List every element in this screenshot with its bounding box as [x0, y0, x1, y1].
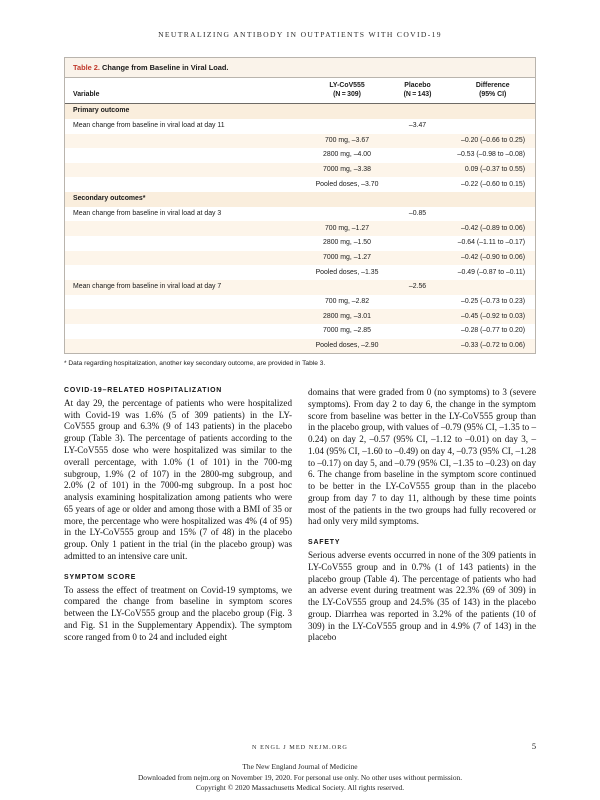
cell-difference: –0.64 (–1.11 to –0.17) [457, 239, 525, 247]
cell-difference: –0.42 (–0.90 to 0.06) [450, 251, 535, 266]
cell-ly-cov555: 2800 mg, –3.01 [309, 309, 384, 324]
column-header-ly-n: (N = 309) [333, 91, 361, 99]
column-header-ly-label: LY-CoV555 [329, 82, 365, 90]
cell-placebo [385, 134, 451, 149]
table-row [65, 265, 535, 280]
cell-difference: –0.49 (–0.87 to –0.11) [457, 268, 525, 276]
cell-placebo [385, 221, 451, 236]
cell-variable [65, 148, 309, 163]
table-section-row [65, 192, 535, 207]
cell-difference: –0.53 (–0.98 to –0.08) [457, 151, 525, 159]
legal-footer [0, 762, 600, 794]
column-header-variable-label: Variable [73, 91, 100, 99]
table-row [65, 280, 535, 295]
cell-placebo [385, 251, 451, 266]
table-row [65, 324, 535, 339]
left-column-heading: SYMPTOM SCORE [64, 573, 137, 581]
cell-placebo [385, 339, 451, 354]
cell-ly-cov555: 2800 mg, –4.00 [323, 151, 371, 159]
cell-ly-cov555: Pooled doses, –1.35 [315, 268, 379, 276]
cell-difference: –0.25 (–0.73 to 0.23) [461, 297, 525, 305]
table-title-text: Change from Baseline in Viral Load. [102, 63, 229, 72]
cell-variable [65, 251, 309, 266]
cell-ly-cov555: 700 mg, –3.67 [309, 134, 384, 149]
legal-line: Downloaded from nejm.org on November 19, 2020. For personal use only. No other uses without permission. [137, 772, 463, 782]
cell-ly-cov555: 7000 mg, –1.27 [309, 251, 384, 266]
cell-placebo: –2.56 [385, 280, 451, 295]
table-caption [65, 58, 535, 78]
table-row [65, 236, 535, 251]
table-section-row [65, 104, 535, 119]
column-header-variable [65, 78, 309, 103]
cell-placebo [385, 265, 451, 280]
body-column-right [308, 387, 536, 644]
column-header-ly [309, 78, 384, 103]
cell-ly-cov555 [309, 207, 384, 222]
column-header-placebo-label: Placebo [404, 82, 431, 90]
cell-difference: –0.22 (–0.60 to 0.15) [461, 180, 525, 188]
right-column-heading: SAFETY [308, 539, 341, 547]
table-row [65, 148, 535, 163]
cell-ly-cov555 [309, 280, 384, 295]
cell-variable: Mean change from baseline in viral load at day 3 [73, 209, 222, 217]
cell-difference: 0.09 (–0.37 to 0.55) [450, 163, 535, 178]
cell-variable [65, 163, 309, 178]
cell-placebo [385, 309, 451, 324]
cell-variable [65, 324, 309, 339]
right-column-paragraph: domains that were graded from 0 (no symptoms) to 3 (severe symptoms). From day 2 to day 6, the change in the symptom score from baseline was better in the LY-CoV555 group than in the placebo group, with values of –0.79 (95% CI, –1.35 to –0.24) on day 2, –0.57 (95% CI, –1.12 to –0.01) on day 3, –1.04 (95% CI, –1.60 to –0.49) on day 4, –0.73 (95% CI, –1.28 to –0.17) on day 5, and –0.79 (95% CI, –1.35 to –0.23) on day 6. The change from baseline in the symptom score continued to be better in the LY-CoV555 group than in the placebo group from day 7 to day 11, although by these time points most of the patients in the two groups had fully recovered or had only very mild symptoms. [308, 387, 536, 527]
table-header-row [65, 78, 535, 103]
cell-ly-cov555: 700 mg, –1.27 [309, 221, 384, 236]
left-column-paragraph: At day 29, the percentage of patients who were hospitalized with Covid-19 was 1.6% (5 of 309 patients) in the LY-CoV555 group and 6.3% (9 of 143 patients) in the placebo group (Table 3). The percentage of patients according to the LY-CoV555 dose who were hospitalized was similar to the overall percentage, with 1.0% (1 of 101) in the 700-mg subgroup, 1.9% (2 of 107) in the 2800-mg subgroup, and 2.0% (2 of 101) in the 7000-mg subgroup. In a post hoc analysis examining hospitalization among patients who were 65 years of age or older and among those with a BMI of 35 or more, the percentage who were hospitalized was 4% (4 of 95) in the LY-CoV555 group and 15% (7 of 48) in the placebo group. Only 1 patient in the trial (in the placebo group) was admitted to an intensive care unit. [64, 397, 292, 561]
column-header-difference-label: Difference [475, 82, 510, 90]
cell-ly-cov555: 700 mg, –2.82 [324, 297, 370, 305]
cell-placebo: –0.85 [408, 209, 427, 217]
right-column-paragraph: Serious adverse events occurred in none of the 309 patients in LY-CoV555 group and in 0.7% (1 of 143 patients) in the placebo group (Table 4). The percentage of patients who had an adverse event during treatment was 22.3% (69 of 309) in the LY-CoV555 group and 24.5% (35 of 143) in the placebo group. Diarrhea was reported in 3.2% of the patients (10 of 309) in the LY-CoV555 group and in 4.9% (7 of 143) in the placebo [308, 550, 536, 643]
table-row [65, 295, 535, 310]
table-footnote: * Data regarding hospitalization, another key secondary outcome, are provided in Table 3. [64, 360, 326, 367]
left-column-heading: COVID-19–RELATED HOSPITALIZATION [64, 387, 223, 394]
cell-variable [65, 339, 309, 354]
cell-ly-cov555: 7000 mg, –2.85 [323, 327, 371, 335]
table-section-label: Primary outcome [65, 104, 535, 119]
column-header-placebo-n: (N = 143) [403, 91, 432, 99]
table-row [65, 221, 535, 236]
cell-variable [65, 221, 309, 236]
cell-ly-cov555: Pooled doses, –2.90 [309, 339, 384, 354]
legal-line: The New England Journal of Medicine [242, 762, 358, 771]
cell-difference: –0.20 (–0.66 to 0.25) [450, 134, 535, 149]
cell-difference [450, 280, 535, 295]
cell-variable [65, 134, 309, 149]
table-row [65, 251, 535, 266]
cell-placebo [385, 324, 451, 339]
cell-difference: –0.33 (–0.72 to 0.06) [450, 339, 535, 354]
cell-placebo [385, 295, 451, 310]
cell-ly-cov555: 7000 mg, –3.38 [309, 163, 384, 178]
viral-load-table [65, 78, 535, 353]
cell-difference: –0.45 (–0.92 to 0.03) [450, 309, 535, 324]
cell-difference [450, 119, 535, 134]
journal-footer: N ENGL J MED NEJM.ORG [252, 744, 348, 751]
running-head: NEUTRALIZING ANTIBODY IN OUTPATIENTS WITH COVID-19 [158, 30, 442, 39]
cell-variable [65, 309, 309, 324]
cell-variable [65, 295, 309, 310]
cell-variable [65, 236, 309, 251]
body-column-left [64, 387, 292, 643]
legal-line: Copyright © 2020 Massachusetts Medical Society. All rights reserved. [195, 783, 405, 793]
table-row [65, 177, 535, 192]
cell-variable [65, 177, 309, 192]
left-column-paragraph: To assess the effect of treatment on Covid-19 symptoms, we compared the change from baseline in symptom scores between the LY-CoV555 group and the placebo group (Fig. 3 and Fig. S1 in the Supplementary Appendix). The symptom score ranged from 0 to 24 and included eight [64, 584, 292, 642]
page-number: 5 [531, 742, 536, 751]
cell-placebo: –3.47 [408, 122, 427, 130]
cell-ly-cov555: 2800 mg, –1.50 [323, 239, 371, 247]
table-row [65, 207, 535, 222]
cell-ly-cov555 [309, 119, 384, 134]
table-row [65, 163, 535, 178]
table-row [65, 134, 535, 149]
cell-variable: Mean change from baseline in viral load at day 7 [65, 280, 309, 295]
column-header-placebo [385, 78, 451, 103]
cell-variable: Mean change from baseline in viral load at day 11 [73, 122, 225, 130]
cell-ly-cov555: Pooled doses, –3.70 [315, 180, 379, 188]
table-row [65, 339, 535, 354]
table-row [65, 119, 535, 134]
cell-placebo [385, 148, 451, 163]
table-head [65, 78, 535, 103]
cell-difference [450, 207, 535, 222]
column-header-difference-ci: (95% CI) [479, 91, 507, 99]
cell-placebo [385, 236, 451, 251]
cell-placebo [385, 177, 451, 192]
cell-difference: –0.28 (–0.77 to 0.20) [461, 327, 525, 335]
column-header-difference [450, 78, 535, 103]
cell-placebo [385, 163, 451, 178]
table-number: Table 2. [73, 63, 100, 72]
table-row [65, 309, 535, 324]
cell-variable [65, 265, 309, 280]
table-2 [64, 57, 536, 354]
table-body [65, 104, 535, 354]
table-section-label: Secondary outcomes* [65, 192, 535, 207]
cell-difference: –0.42 (–0.89 to 0.06) [450, 221, 535, 236]
